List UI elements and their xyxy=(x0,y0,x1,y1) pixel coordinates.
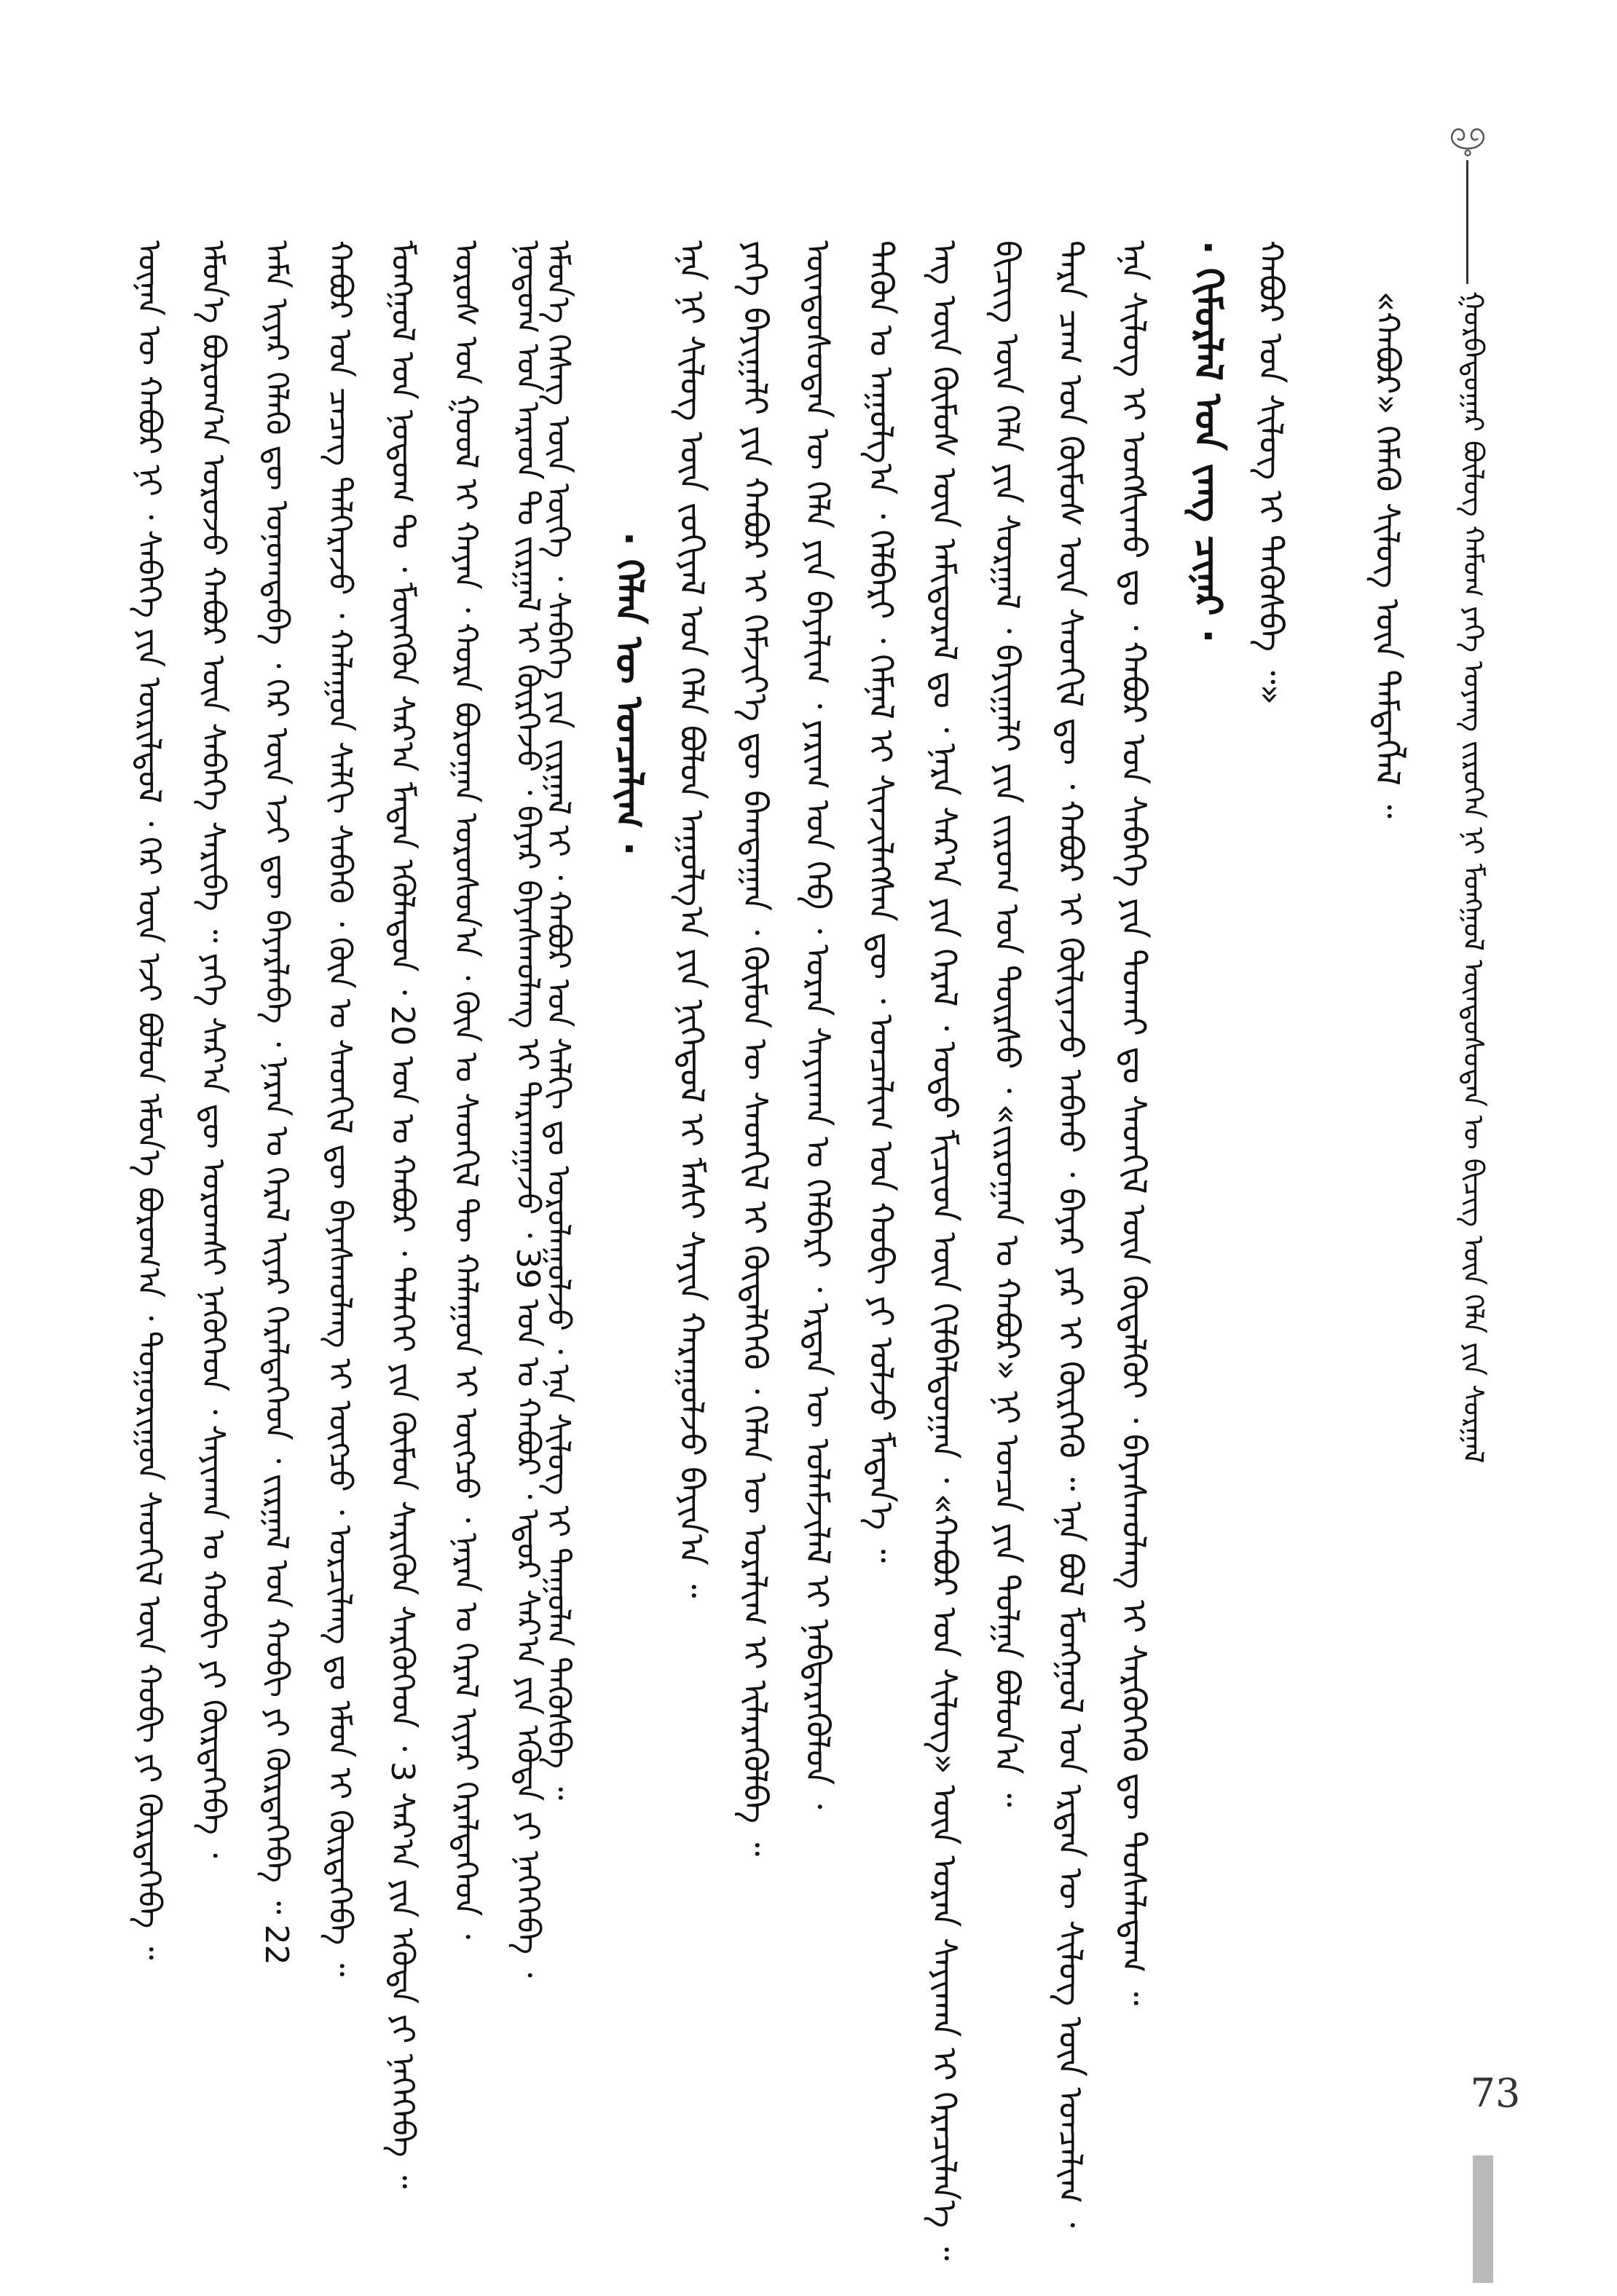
closing-quote: ᠬᠠᠪᠤᠷ ᠤᠨ ᠰᠢᠯᠦᠭ ᠢ ᠲᠡᠭᠦᠰᠪᠡ ᠃» xyxy=(1251,240,1291,705)
section-heading-2: · ᠬᠡᠯᠡᠨ ᠦ ᠣᠨᠴᠠᠯᠢᠭ · xyxy=(607,532,650,856)
poem-line-3: ᠬᠠᠪᠤᠷ ᠤᠨ ᠴᠡᠴᠡᠭ ᠳᠡᠯᠭᠡᠷᠡᠵᠦ ᠂ ᠬᠠᠯᠠᠭᠤᠨ ᠰᠠᠯᠬᠢ ᠰᠡᠪᠡᠬᠦ ᠂ ᠬᠦᠨ ᠤ ᠰᠡᠳᠬᠢᠯ ᠳᠦ ᠪᠠᠶᠠᠰᠬᠤᠯᠠᠩ ᠢ ᠥᠭᠴᠦ ᠂ ᠣᠷᠴᠢᠯᠠᠩ ᠳᠤ ᠡᠮᠦᠨ ᠢ ᠬᠦᠷᠲᠡᠭᠡᠪᠡ ᠃ xyxy=(321,240,358,1977)
poem-line-7: ᠦᠨᠡᠨ ᠦ ᠬᠠᠪᠤᠷ ᠨᠢ ᠂ ᠰᠡᠪᠡᠭᠡ ᠶᠢᠨ ᠦᠷᠢᠯᠳᠦᠯ ᠂ ᠭᠡᠷ ᠦᠨ ᠡᠵᠢ ᠪᠣᠯᠤᠨ ᠡᠮᠦᠨ᠎ᠡ ᠪᠣᠷᠣᠭ᠎ᠠ ᠂ ᠲᠣᠭᠤᠷᠢᠭᠤᠨ ᠰᠡᠳᠬᠢᠯ ᠦᠨ ᠬᠤᠪᠢ ᠶᠢ ᠬᠦᠷᠲᠡᠭᠡᠪᠡ ᠃ xyxy=(130,240,168,1960)
prose-line-7: ᠲᠡᠷᠡ ᠴᠠᠭ ᠤᠨ ᠬᠦᠮᠦᠰ ᠦᠨ ᠰᠡᠳᠬᠢᠯ ᠳᠦ ᠂ ᠬᠠᠪᠤᠷ ᠢ ᠬᠦᠯᠢᠶᠡᠵᠦ ᠠᠪᠬᠤ ᠂ ᠪᠠᠶᠠᠷ ᠶᠠᠷ ᠢ ᠬᠦᠷᠭᠡᠬᠦ ᠃ ᠡᠨᠡ ᠪᠣᠯ ᠮᠣᠩᠭᠣᠯ ᠤᠨ ᠡᠷᠲᠡᠨ ᠦ ᠰᠢᠯᠦᠭ ᠦᠨ ᠣᠨᠴᠠᠯᠢᠭ ᠂ xyxy=(1051,240,1090,2228)
poem-line-8: ᠡᠮᠦᠨ᠎ᠡ ᠬᠡᠰᠡᠭ ᠦᠨ ᠦᠭᠡ ᠂ ᠰᠡᠪᠡᠭᠡ ᠶᠢᠨ ᠵᠢᠷᠭᠠᠯ ᠢ ᠂ ᠬᠠᠪᠤᠷ ᠤᠨ ᠰᠠᠯᠬᠢ ᠳᠤ ᠣᠷᠤᠯᠠᠭᠤᠯᠵᠤ ᠂ ᠡᠨᠡ ᠰᠢᠯᠦᠭ ᠢ ᠳᠠᠭᠤᠯᠠᠨ ᠲᠡᠭᠦᠰᠪᠡ ᠃ xyxy=(540,240,577,1800)
poem-line-6: ᠨᠤᠲᠤᠭ ᠤᠨ ᠠᠷᠠᠳ ᠲᠤ ᠵᠢᠷᠭᠠᠯ ᠢ ᠬᠦᠷᠭᠡᠵᠦ ᠂ ᠪᠠᠶᠠᠷ ᠪᠠᠶᠠᠰᠬᠤᠯᠠᠩ ᠢ ᠲᠠᠷᠬᠠᠭᠠᠵᠤ ᠂ 39 ᠣᠨ ᠤ ᠬᠠᠪᠤᠷ ᠂ ᠡᠳᠦᠷ ᠰᠠᠷ᠎ᠠ ᠶᠢᠨ ᠡᠭᠦᠳᠡ ᠶᠢ ᠨᠡᠭᠡᠭᠡᠪᠡ ᠂ xyxy=(509,240,546,1978)
poem-line-4: ᠮᠣᠩᠭᠣᠯ ᠤᠨ ᠨᠤᠲᠤᠭ ᠲᠤ ᠂ ᠮᠥᠩᠭᠦᠨ ᠰᠠᠷ᠎ᠠ ᠮᠡᠳᠡᠨ ᠡᠭᠦᠯᠡᠳᠦᠨ ᠂ 20 ᠣᠨ ᠤ ᠬᠠᠪᠤᠷ ᠂ ᠳᠡᠯᠡᠬᠡᠢ ᠶᠢᠨ ᠬᠦᠮᠦᠨ ᠰᠡᠷᠢᠭᠦᠨ ᠰᠡᠷᠭᠦᠭᠡᠳ ᠂ 3 ᠰᠠᠷ᠎ᠠ ᠶᠢᠨ ᠡᠭᠦᠳᠡ ᠶᠢ ᠨᠡᠭᠡᠭᠡᠪᠡ ᠃ xyxy=(384,240,421,2189)
running-head-title: ᠭᠤᠷᠪᠠᠳᠤᠭᠠᠷ ᠪᠦᠯᠦᠭ ᠬᠠᠮᠤᠭ ᠶᠡᠬᠡ ᠤᠶᠠᠩ ᠵᠢᠷᠦᠭᠡᠨ ᠨᠢ ᠮᠣᠩᠭᠣᠯ ᠦᠨᠳᠦᠰᠦᠲᠡᠨ ᠦ ᠪᠢᠴᠢᠭ ᠦᠨ ᠬᠡᠯᠡ ᠶᠢᠨ ᠰᠤᠷᠭᠠᠯ xyxy=(1457,291,1490,1464)
page-number: 73 xyxy=(1470,2070,1521,2116)
prose-line-4: ᠲᠡᠭᠦᠨ ᠤ ᠠᠭᠤᠯᠭ᠎ᠠ ᠂ ᠬᠡᠯᠪᠡᠷᠢ ᠂ ᠬᠡᠮᠨᠡᠯ ᠢ ᠰᠢᠨᠵᠢᠯᠡᠭᠰᠡᠨ ᠳᠦ ᠂ ᠣᠨᠴᠠᠯᠢᠭ ᠤᠨ ᠬᠤᠪᠢ ᠶᠢ ᠣᠯᠵᠤ ᠮᠡᠳᠡᠨ᠎ᠡ ᠃ xyxy=(862,240,901,1563)
running-head-ornament-icon xyxy=(1442,117,1493,160)
poem-line-5: ᠤᠷᠤᠰ ᠤᠨ ᠭᠣᠣᠯ ᠢ ᠬᠠᠶᠠᠨ ᠂ ᠬᠤᠷᠠ ᠪᠣᠷᠣᠭᠠᠨ ᠤᠷᠤᠰᠤᠨ᠎ᠠ ᠂ ᠬᠦᠨ ᠤ ᠰᠡᠳᠬᠢᠯ ᠲᠦ ᠬᠠᠯᠠᠭᠤᠨ ᠢ ᠥᠭᠴᠦ ᠂ ᠨᠠᠷᠠᠨ ᠤ ᠭᠡᠷᠡᠯ ᠢᠶᠡᠷ ᠭᠡᠷᠡᠯᠲᠡᠭᠡᠳ ᠂ xyxy=(447,240,484,1940)
end-quote: «ᠬᠠᠪᠤᠷ» ᠬᠡᠮᠡᠬᠦ ᠰᠢᠯᠦᠭ ᠦᠨ ᠲᠡᠮᠳᠡᠭᠯᠡᠯ ᠃ xyxy=(1368,291,1407,818)
prose-line-5: ᠡᠩ ᠦᠨ ᠬᠦᠮᠦᠰ ᠦᠨ ᠠᠮᠢᠳᠤᠷᠠᠯ ᠳᠤ ᠂ ᠨᠠᠷᠠ ᠰᠠᠷ᠎ᠠ ᠶᠢᠨ ᠭᠡᠷᠡᠯ ᠂ ᠣᠳᠣ ᠮᠢᠴᠢᠳ ᠦᠨ ᠭᠢᠯᠪᠠᠯᠳᠤᠭᠠᠨ ᠂ «ᠬᠠᠪᠤᠷ ᠤᠨ ᠰᠢᠯᠦᠭ» ᠦᠨ ᠤᠷᠠᠨ ᠰᠠᠶᠢᠬᠠᠨ ᠢ ᠭᠡᠷᠡᠴᠢᠯᠡᠨ᠎ᠡ ᠃ xyxy=(925,240,964,2261)
prose-line-3: ᠦᠨᠳᠦᠰᠦᠲᠡᠨ ᠦ ᠬᠡᠯᠡ ᠶᠢᠨ ᠪᠠᠶᠠᠯᠢᠭ ᠂ ᠶᠠᠷᠢᠭ ᠤᠨ ᠬᠡᠪ ᠂ ᠤᠷᠠᠨ ᠰᠠᠶᠢᠬᠠᠨ ᠤ ᠬᠡᠯᠪᠡᠷᠢ ᠂ ᠡᠷᠲᠡᠨ ᠦ ᠤᠯᠠᠮᠵᠢᠯᠠᠯ ᠢ ᠨᠡᠪᠲᠡᠷᠡᠭᠦᠯᠦᠨ ᠂ xyxy=(798,240,838,1810)
running-head-rule xyxy=(1466,160,1468,284)
section-heading-1: · ᠬᠢᠮᠤᠷᠯᠠᠯ ᠤᠨ ᠵᠠᠩ ᠴᠢᠨᠠᠷ · xyxy=(1186,240,1230,644)
prose-line-6: ᠪᠢᠴᠢᠭ ᠦᠨ ᠬᠡᠯᠡ ᠶᠢᠨ ᠰᠤᠷᠭᠠᠯ ᠂ ᠪᠠᠶᠢᠭᠠᠯᠢ ᠶᠢᠨ ᠵᠢᠷᠤᠭ ᠤᠨ ᠳᠦᠷᠰᠦ ᠂ «ᠵᠢᠷᠤᠭᠠᠨ ᠤ ᠬᠠᠪᠤᠷ» ᠨᠢ ᠣᠨᠴᠠ ᠶᠢᠨ ᠲᠤᠯᠭᠠ ᠪᠣᠯᠤᠨ᠎ᠠ ᠃ xyxy=(988,240,1027,1807)
prose-line-2: ᠶᠡᠬᠡ ᠪᠠᠶᠢᠭᠠᠯᠢ ᠶᠢᠨ ᠬᠠᠪᠤᠷ ᠢ ᠬᠡᠮᠵᠢᠶ᠎ᠡ ᠳᠦ ᠪᠠᠭᠲᠠᠭᠠᠨ ᠂ ᠬᠦᠮᠦᠨ ᠦ ᠰᠡᠳᠬᠢᠯ ᠢ ᠬᠦᠳᠡᠯᠭᠡᠬᠦ ᠂ ᠬᠡᠯᠡᠨ ᠦ ᠤᠷᠠᠯᠢᠭ ᠢ ᠢᠯᠡᠷᠡᠭᠦᠯᠪᠡ ᠃ xyxy=(736,240,775,1856)
poem-line-1: ᠡᠮᠦᠨ᠎ᠡ ᠪᠣᠷᠣᠭ᠎ᠠ ᠣᠷᠤᠵᠤ ᠬᠠᠪᠤᠷ ᠦᠨ ᠰᠡᠪᠡᠭᠡ ᠰᠡᠷᠢᠪᠡ ᠃ ᠶᠡᠬᠡ ᠰᠠᠷ᠎ᠠ ᠳᠦ ᠤᠷᠤᠭᠰᠢ ᠨᠡᠭᠦᠭᠡᠳ ᠂ ᠰᠠᠶᠢᠬᠠᠨ ᠤ ᠬᠤᠪᠢ ᠶᠢ ᠬᠦᠷᠲᠡᠭᠡᠪᠡ ᠂ xyxy=(194,240,232,1858)
thumb-tab xyxy=(1473,2155,1493,2283)
prose-line-1: ᠡᠨᠡ ᠨᠢ ᠰᠢᠯᠦᠭ ᠦᠨ ᠵᠣᠬᠢᠶᠠᠯ ᠤᠨ ᠬᠡᠯᠡ ᠪᠣᠯᠤᠨ ᠠᠭᠤᠯᠭ᠎ᠠ ᠶᠢᠨ ᠨᠢᠭᠡᠳᠦᠯ ᠢ ᠮᠠᠰᠢ ᠰᠠᠶᠢᠨ ᠬᠠᠷᠠᠭᠤᠯᠵᠤ ᠪᠠᠶᠢᠨ᠎ᠠ ᠃ xyxy=(672,240,712,1598)
poem-line-2: ᠠᠮᠠ ᠢᠶᠠᠷ ᠬᠡᠯᠡᠬᠦ ᠳᠦ ᠣᠨᠣᠭᠳᠠᠪᠠ ᠂ ᠭᠡᠷ ᠦᠨ ᠡᠵᠢ ᠳᠦ ᠪᠠᠶᠠᠷᠯᠠᠪᠠ ᠂ ᠨᠠᠷᠠᠨ ᠤ ᠭᠡᠷᠡᠯ ᠢᠶᠡᠷ ᠭᠡᠷᠡᠯᠲᠡᠭᠡᠳ ᠂ ᠵᠢᠷᠭᠠᠯ ᠤᠨ ᠬᠤᠪᠢ ᠶᠢ ᠬᠦᠷᠲᠡᠭᠡᠪᠡ ᠃ 22 xyxy=(258,240,295,1965)
prose-line-8: ᠡᠨᠡ ᠰᠢᠯᠦᠭ ᠢ ᠤᠩᠰᠢᠬᠤ ᠳᠤ ᠂ ᠬᠠᠪᠤᠷ ᠤᠨ ᠰᠡᠪᠡᠭᠡ ᠶᠢᠨ ᠲᠤᠬᠠᠢ ᠳᠤ ᠰᠡᠳᠬᠢᠯ ᠦᠨ ᠬᠥᠳᠡᠯᠬᠦᠢ ᠂ ᠪᠠᠶᠠᠰᠬᠤᠯᠠᠩ ᠢ ᠰᠡᠷᠭᠦᠭᠡᠬᠦ ᠳᠦ ᠲᠤᠰᠠᠯᠠᠳᠠᠭ ᠃ xyxy=(1114,240,1154,2006)
